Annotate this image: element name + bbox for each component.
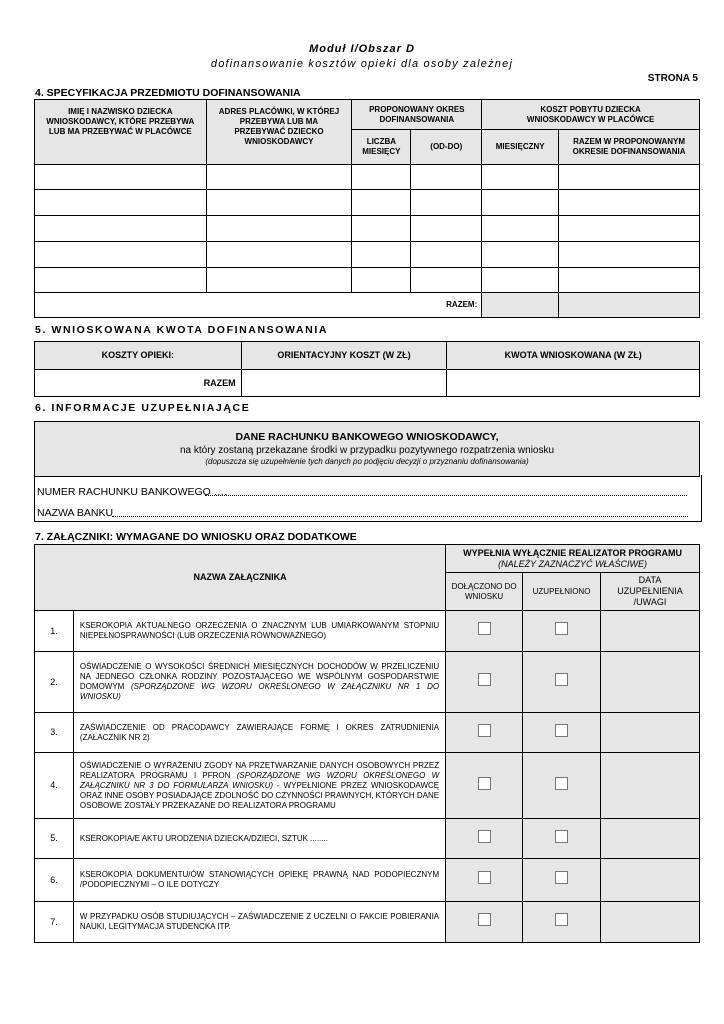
item-number: 5.	[35, 819, 74, 859]
completed-checkbox[interactable]	[555, 830, 568, 843]
col-completed: UZUPEŁNIONO	[523, 573, 601, 611]
bank-info-line: na który zostaną przekazane środki w przypadku pozytywnego rozpatrzenia wniosku	[179, 445, 555, 456]
cell-input[interactable]	[482, 242, 559, 268]
col-total-period: RAZEM W PROPONOWANYM OKRESIE DOFINANSOWANIA	[559, 130, 700, 165]
cell-input[interactable]	[482, 165, 559, 190]
item-number: 7.	[35, 902, 74, 943]
completed-checkbox[interactable]	[555, 724, 568, 737]
cell-input[interactable]	[35, 190, 207, 216]
item-text-rest: - WYPEŁNIONE PRZEZ WNIOSKODAWCĘ ORAZ INNE OSOBY POSIADAJĄCE ZDOLNOŚĆ DO CZYNNOŚCI PRAWNYCH, KTÓRYCH DANE OSOBOWE ZOSTAŁY PRZEKAZANE DO REALIZATORA PROGRAMU	[79, 780, 440, 810]
section-6-title: 6. INFORMACJE UZUPEŁNIAJĄCE	[35, 402, 251, 414]
realizator-header	[446, 545, 700, 573]
attached-checkbox[interactable]	[478, 913, 491, 926]
completed-checkbox[interactable]	[555, 622, 568, 635]
cell-input[interactable]	[35, 268, 207, 293]
total-period[interactable]	[559, 293, 700, 318]
cell-input[interactable]	[559, 242, 700, 268]
completed-cell	[523, 713, 601, 753]
date-notes-cell[interactable]	[601, 611, 700, 652]
specification-table	[34, 99, 700, 318]
item-text: KSEROKOPIA AKTUALNEGO ORZECZENIA O ZNACZNYM LUB UMIARKOWANYM STOPNIU NIEPEŁNOSPRAWNOŚCI (LUB ORZECZENIA RÓWNOWAŻNEGO)	[73, 611, 445, 652]
total-monthly	[482, 293, 559, 318]
cell-input[interactable]	[352, 216, 411, 242]
table-row	[35, 190, 700, 216]
account-number-label: NUMER RACHUNKU BANKOWEGO ….	[37, 486, 228, 498]
section-5-title: 5. WNIOSKOWANA KWOTA DOFINANSOWANIA	[35, 324, 329, 336]
attached-cell	[446, 859, 523, 902]
completed-cell	[523, 819, 601, 859]
item-text	[73, 652, 445, 713]
col-from-to: (OD-DO)	[411, 130, 482, 165]
date-notes-cell[interactable]	[601, 859, 700, 902]
cell-input[interactable]	[482, 268, 559, 293]
table-row	[35, 216, 700, 242]
attached-checkbox[interactable]	[478, 622, 491, 635]
cell-input[interactable]	[206, 216, 352, 242]
requested-amount-table	[34, 341, 700, 397]
table-row	[35, 902, 700, 943]
completed-cell	[523, 902, 601, 943]
completed-checkbox[interactable]	[555, 673, 568, 686]
account-number-dots	[205, 495, 687, 496]
col-period: PROPONOWANY OKRES DOFINANSOWANIA	[352, 100, 482, 130]
completed-cell	[523, 859, 601, 902]
completed-checkbox[interactable]	[555, 777, 568, 790]
attached-checkbox[interactable]	[478, 871, 491, 884]
item-text: KSEROKOPIA DOKUMENTU/ÓW STANOWIĄCYCH OPIEKĘ PRAWNĄ NAD PODOPIECZNYM /PODOPIECZNYMI – O ILE DOTYCZY	[73, 859, 445, 902]
cell-input[interactable]	[35, 165, 207, 190]
account-number-field[interactable]	[37, 486, 227, 498]
completed-cell	[523, 753, 601, 819]
cell-input[interactable]	[35, 242, 207, 268]
cell-input[interactable]	[482, 216, 559, 242]
date-notes-cell[interactable]	[601, 902, 700, 943]
attached-cell	[446, 713, 523, 753]
item-text-italic: (SPORZĄDZONE WG WZORU OKREŚLONEGO W ZAŁĄCZNIKU NR 3 DO FORMULARZA WNIOSKU)	[79, 770, 440, 790]
item-text: ZAŚWIADCZENIE OD PRACODAWCY ZAWIERAJĄCE FORMĘ I OKRES ZATRUDNIENIA (ZAŁACZNIK NR 2)	[73, 713, 445, 753]
cell-input[interactable]	[411, 165, 482, 190]
attached-cell	[446, 611, 523, 652]
estimated-cost-input[interactable]	[241, 370, 447, 397]
table-row	[35, 859, 700, 902]
col-attachment-name: NAZWA ZAŁĄCZNIKA	[35, 545, 446, 611]
attached-cell	[446, 902, 523, 943]
item-text	[73, 753, 445, 819]
completed-cell	[523, 652, 601, 713]
cell-input[interactable]	[411, 242, 482, 268]
date-notes-cell[interactable]	[601, 753, 700, 819]
razem-label: RAZEM	[35, 370, 242, 397]
cell-input[interactable]	[206, 190, 352, 216]
table-row	[35, 165, 700, 190]
completed-checkbox[interactable]	[555, 871, 568, 884]
cell-input[interactable]	[352, 190, 411, 216]
cell-input[interactable]	[411, 190, 482, 216]
table-row	[35, 242, 700, 268]
cell-input[interactable]	[352, 242, 411, 268]
col-months: LICZBA MIESIĘCY	[352, 130, 411, 165]
item-text: W PRZYPADKU OSÓB STUDIUJĄCYCH – ZAŚWIADCZENIE Z UCZELNI O FAKCIE POBIERANIA NAUKI, LEGITYMACJA STUDENCKA ITP.	[73, 902, 445, 943]
item-text-main: OŚWIADCZENIE O WYRAŻENIU ZGODY NA PRZETWARZANIE DANYCH OSOBOWYCH PRZEZ REALIZATORA PROGRAMU I PFRON	[79, 760, 440, 780]
col-facility-address: ADRES PLACÓWKI, W KTÓREJ PRZEBYWA LUB MA PRZEBYWAĆ DZIECKO WNIOSKODAWCY	[206, 100, 352, 165]
attachments-table	[34, 544, 700, 943]
module-subtitle: dofinansowanie kosztów opieki dla osoby zależnej	[210, 58, 514, 70]
date-notes-cell[interactable]	[601, 713, 700, 753]
requested-amount-input[interactable]	[447, 370, 700, 397]
cell-input[interactable]	[559, 216, 700, 242]
completed-cell	[523, 611, 601, 652]
bank-fields	[34, 475, 702, 522]
table-row	[35, 611, 700, 652]
cell-input[interactable]	[352, 268, 411, 293]
section-7-title: 7. ZAŁĄCZNIKI: WYMAGANE DO WNIOSKU ORAZ DODATKOWE	[35, 531, 357, 543]
attached-cell	[446, 753, 523, 819]
table-row	[35, 713, 700, 753]
table-row	[35, 819, 700, 859]
cell-input[interactable]	[559, 268, 700, 293]
bank-name-dots	[112, 516, 688, 517]
realizator-note: (NALEŻY ZAZNACZYĆ WŁAŚCIWE)	[498, 558, 647, 569]
col-estimated-cost: ORIENTACYJNY KOSZT (W ZŁ)	[241, 342, 447, 370]
cell-input[interactable]	[411, 268, 482, 293]
item-number: 2.	[35, 652, 74, 713]
col-monthly: MIESIĘCZNY	[482, 130, 559, 165]
realizator-title: WYPEŁNIA WYŁĄCZNIE REALIZATOR PROGRAMU	[463, 547, 682, 558]
col-date-notes: DATA UZUPEŁNIENIA /UWAGI	[601, 573, 700, 611]
item-text-italic: (SPORZĄDZONE WG WZORU OKREŚLONEGO W ZAŁĄCZNIKU NR 1 DO WNIOSKU)	[79, 682, 440, 701]
bank-info-note: (dopuszcza się uzupełnienie tych danych po podjęciu decyzji o przyznaniu dofinansowania)	[205, 457, 529, 466]
col-stay-cost: KOSZT POBYTU DZIECKA WNIOSKODAWCY W PLACÓWCE	[482, 100, 700, 130]
cell-input[interactable]	[559, 165, 700, 190]
item-number: 4.	[35, 753, 74, 819]
item-number: 3.	[35, 713, 74, 753]
item-number: 1.	[35, 611, 74, 652]
bank-name-field[interactable]	[37, 507, 113, 519]
cell-input[interactable]	[411, 216, 482, 242]
cell-input[interactable]	[352, 165, 411, 190]
col-requested-amount: KWOTA WNIOSKOWANA (W ZŁ)	[447, 342, 700, 370]
page-number: STRONA 5	[647, 73, 698, 84]
total-label: RAZEM:	[35, 293, 482, 318]
col-care-costs: KOSZTY OPIEKI:	[35, 342, 242, 370]
cell-input[interactable]	[35, 216, 207, 242]
date-notes-cell[interactable]	[601, 652, 700, 713]
attached-checkbox[interactable]	[478, 673, 491, 686]
completed-checkbox[interactable]	[555, 913, 568, 926]
bank-name-label: NAZWA BANKU	[37, 507, 114, 519]
date-notes-cell[interactable]	[601, 819, 700, 859]
table-row	[35, 753, 700, 819]
item-text-main: OŚWIADCZENIE O WYSOKOŚCI ŚREDNICH MIESIĘCZNYCH DOCHODÓW W PRZELICZENIU NA JEDNEGO CZŁONKA RODZINY POZOSTAJĄCEGO WE WSPÓLNYM GOSPODARSTWIE DOMOWYM	[79, 662, 440, 691]
bank-info-box	[34, 421, 700, 477]
item-text: KSEROKOPIA/E AKTU URODZENIA DZIECKA/DZIECI, SZTUK ........	[73, 819, 445, 859]
cell-input[interactable]	[206, 268, 352, 293]
bank-info-title: DANE RACHUNKU BANKOWEGO WNIOSKODAWCY,	[235, 431, 499, 443]
section-4-title: 4. SPECYFIKACJA PRZEDMIOTU DOFINANSOWANIA	[35, 87, 301, 99]
cell-input[interactable]	[482, 190, 559, 216]
cell-input[interactable]	[559, 190, 700, 216]
attached-checkbox[interactable]	[478, 724, 491, 737]
attached-cell	[446, 652, 523, 713]
attached-cell	[446, 819, 523, 859]
attached-checkbox[interactable]	[478, 777, 491, 790]
attached-checkbox[interactable]	[478, 830, 491, 843]
cell-input[interactable]	[206, 165, 352, 190]
table-row	[35, 268, 700, 293]
col-child-name: IMIĘ I NAZWISKO DZIECKA WNIOSKODAWCY, KTÓRE PRZEBYWA LUB MA PRZEBYWAĆ W PLACÓWCE	[35, 100, 207, 165]
module-title: Moduł I/Obszar D	[309, 43, 415, 55]
cell-input[interactable]	[206, 242, 352, 268]
item-number: 6.	[35, 859, 74, 902]
col-attached: DOŁĄCZONO DO WNIOSKU	[446, 573, 523, 611]
table-row	[35, 652, 700, 713]
